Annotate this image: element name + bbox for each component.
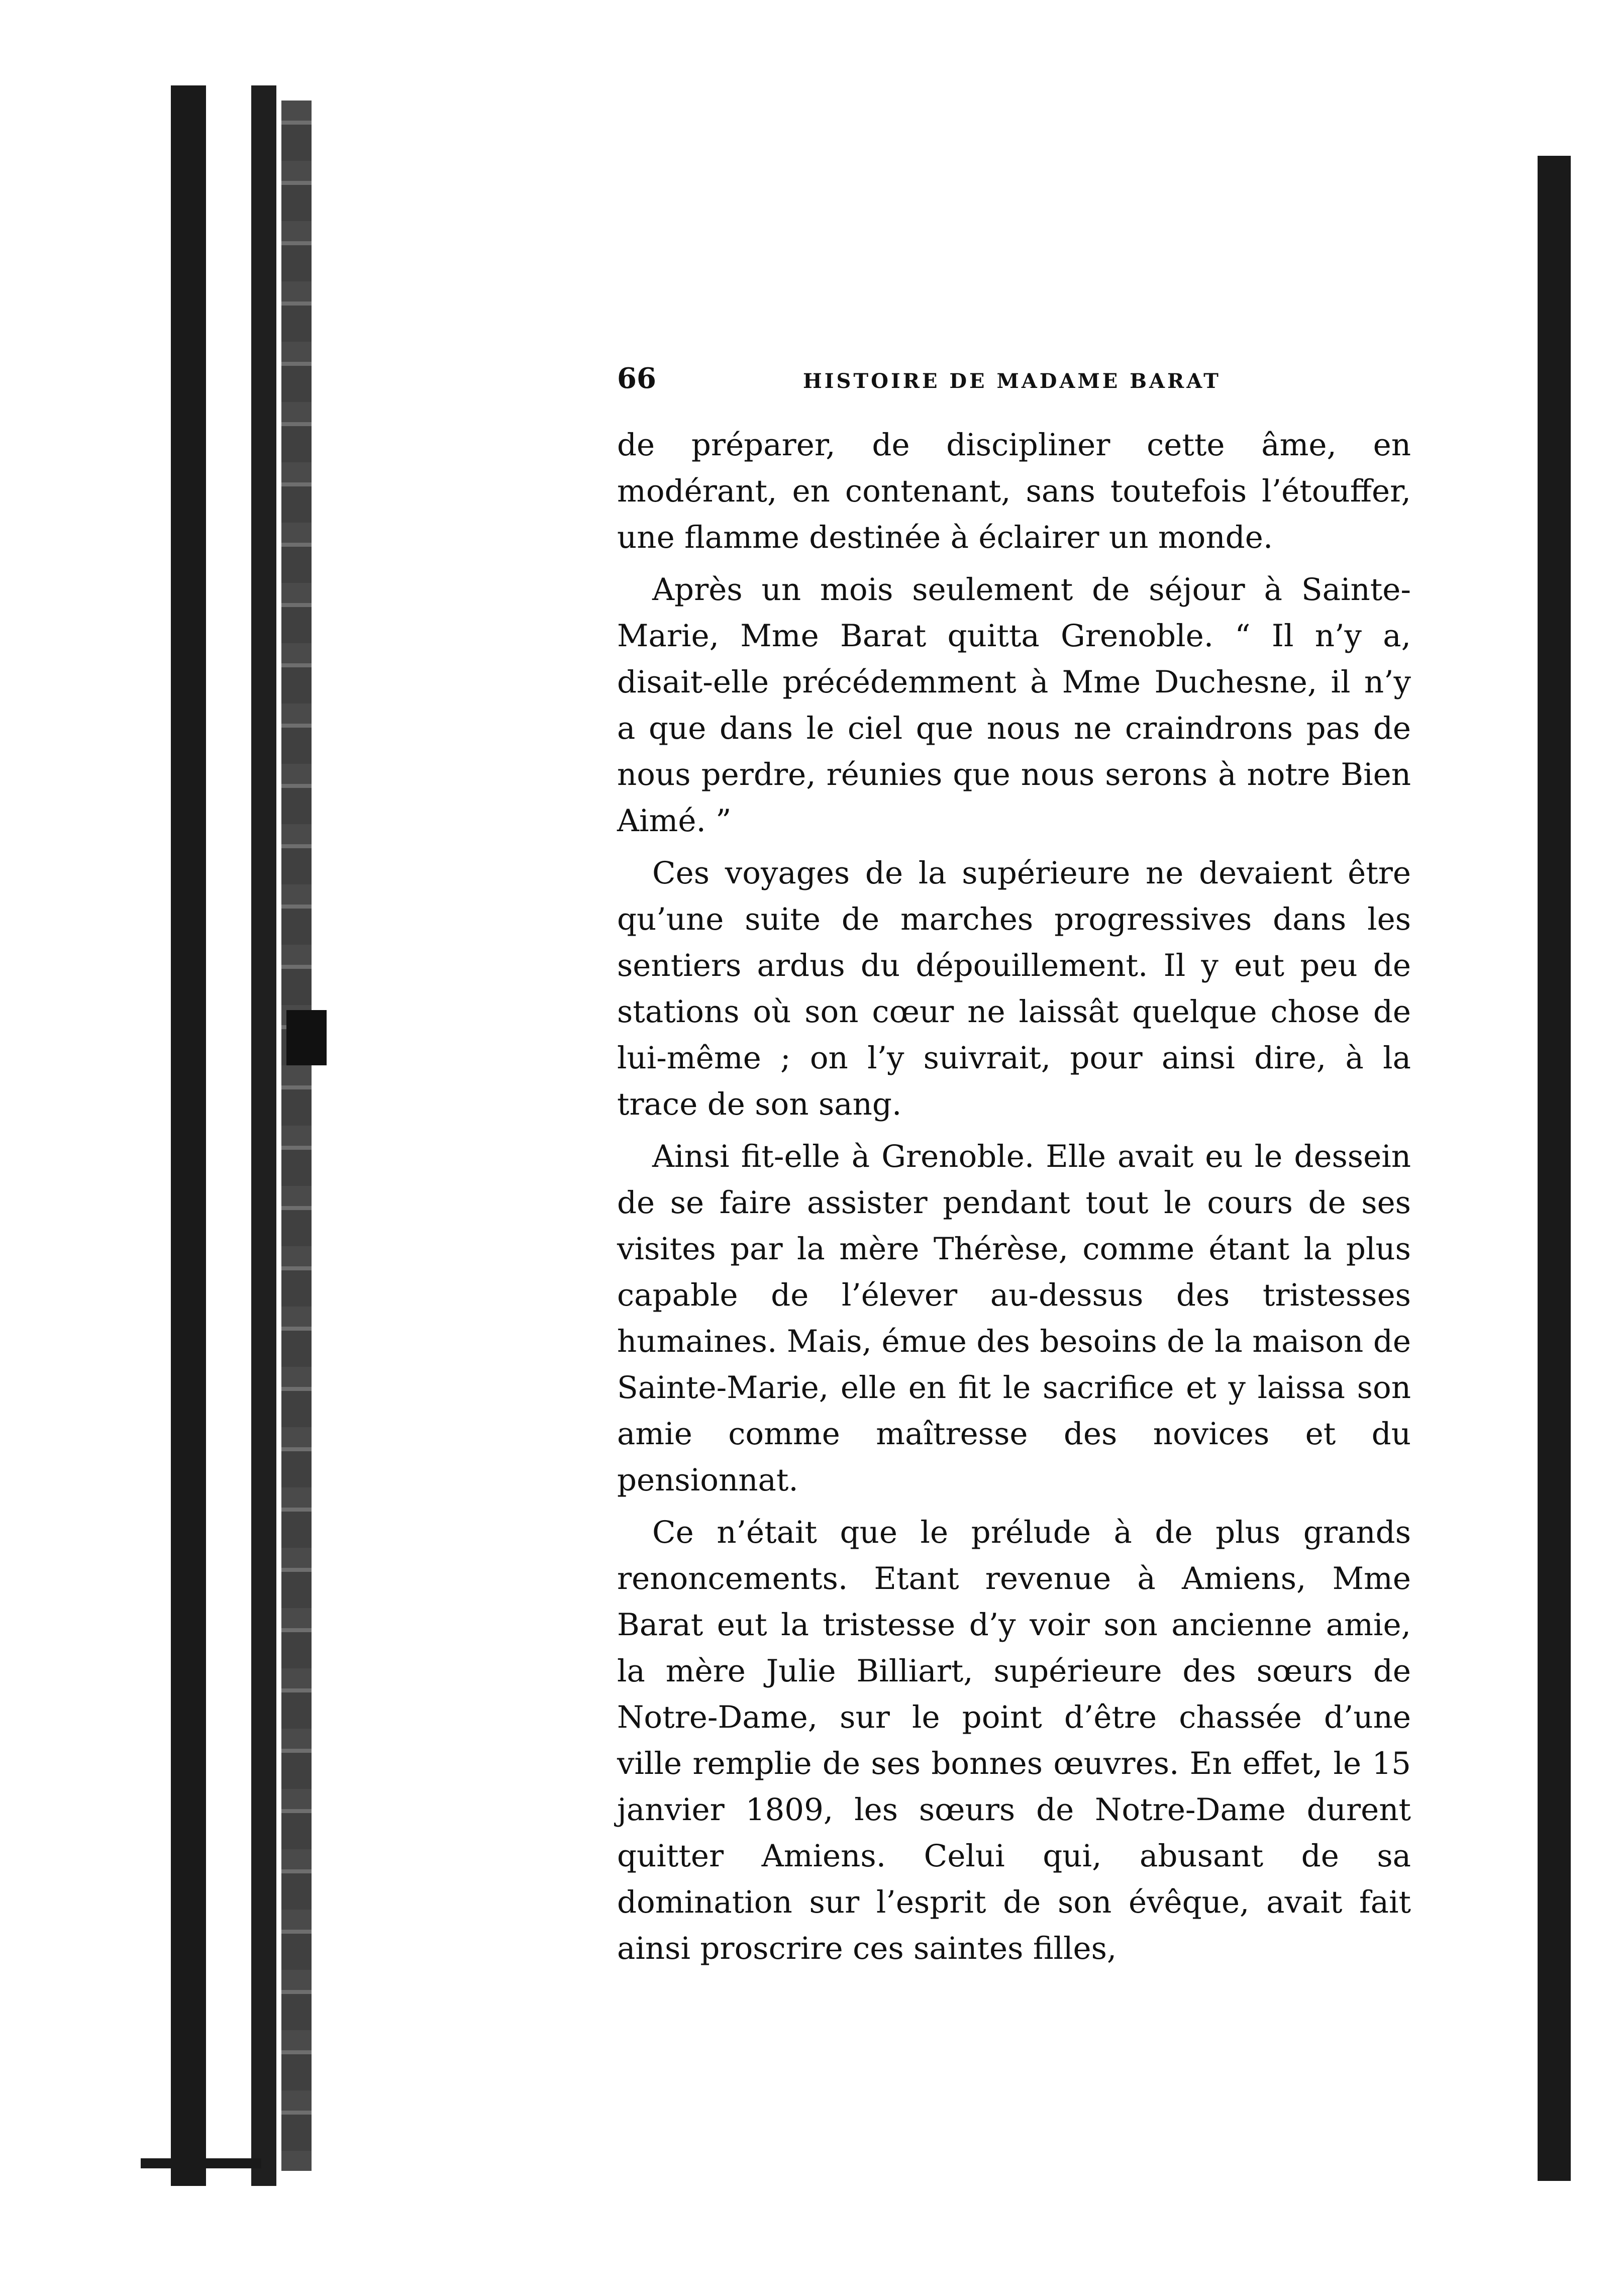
scan-binding-shadow bbox=[251, 85, 276, 2186]
paragraph: Ainsi fit-elle à Grenoble. Elle avait eu le dessein de se faire assister pendant tout le cours de ses visites par la mère Thérèse, comme étant la plus capable de l’élever au-dessus des tristesses humaines. Mais, émue des besoins de la maison de Sainte-Marie, elle en fit le sacrifice et y laissa son amie comme maîtresse des novices et du pensionnat. bbox=[617, 1139, 1411, 1498]
running-title: HISTOIRE DE MADAME BARAT bbox=[803, 369, 1221, 393]
paragraph: Après un mois seulement de séjour à Sainte-Marie, Mme Barat quitta Grenoble. “ Il n’y a, disait-elle précédemment à Mme Duchesne, il n’y a que dans le ciel que nous ne craindrons pas de nous perdre, réunies que nous serons à notre Bien Aimé. ” bbox=[617, 572, 1411, 839]
scan-binding-shadow bbox=[281, 101, 312, 2171]
scan-page-edge-shadow bbox=[1538, 156, 1571, 2181]
page-number: 66 bbox=[617, 362, 656, 395]
paragraph: Ces voyages de la supérieure ne devaient être qu’une suite de marches progressives dans les sentiers ardus du dépouillement. Il y eut peu de stations où son cœur ne laissât quelque chose de lui-même ; on l’y suivrait, pour ainsi dire, à la trace de son sang. bbox=[617, 855, 1411, 1122]
scan-binding-shadow bbox=[171, 85, 206, 2186]
paragraph: de préparer, de discipliner cette âme, en modérant, en contenant, sans toutefois l’étouffer, une flamme destinée à éclairer un monde. bbox=[617, 427, 1411, 555]
running-head bbox=[617, 362, 1411, 407]
body-text bbox=[617, 422, 1411, 1972]
paragraph: Ce n’était que le prélude à de plus grands renoncements. Etant revenue à Amiens, Mme Barat eut la tristesse d’y voir son ancienne amie, la mère Julie Billiart, supérieure des sœurs de Notre-Dame, sur le point d’être chassée d’une ville remplie de ses bonnes œuvres. En effet, le 15 janvier 1809, les sœurs de Notre-Dame durent quitter Amiens. Celui qui, abusant de sa domination sur l’esprit de son évêque, avait fait ainsi proscrire ces saintes filles, bbox=[617, 1515, 1411, 1966]
book-page bbox=[617, 362, 1411, 1972]
scan-binding-shadow bbox=[141, 2158, 261, 2168]
ink-blot bbox=[286, 1010, 327, 1065]
